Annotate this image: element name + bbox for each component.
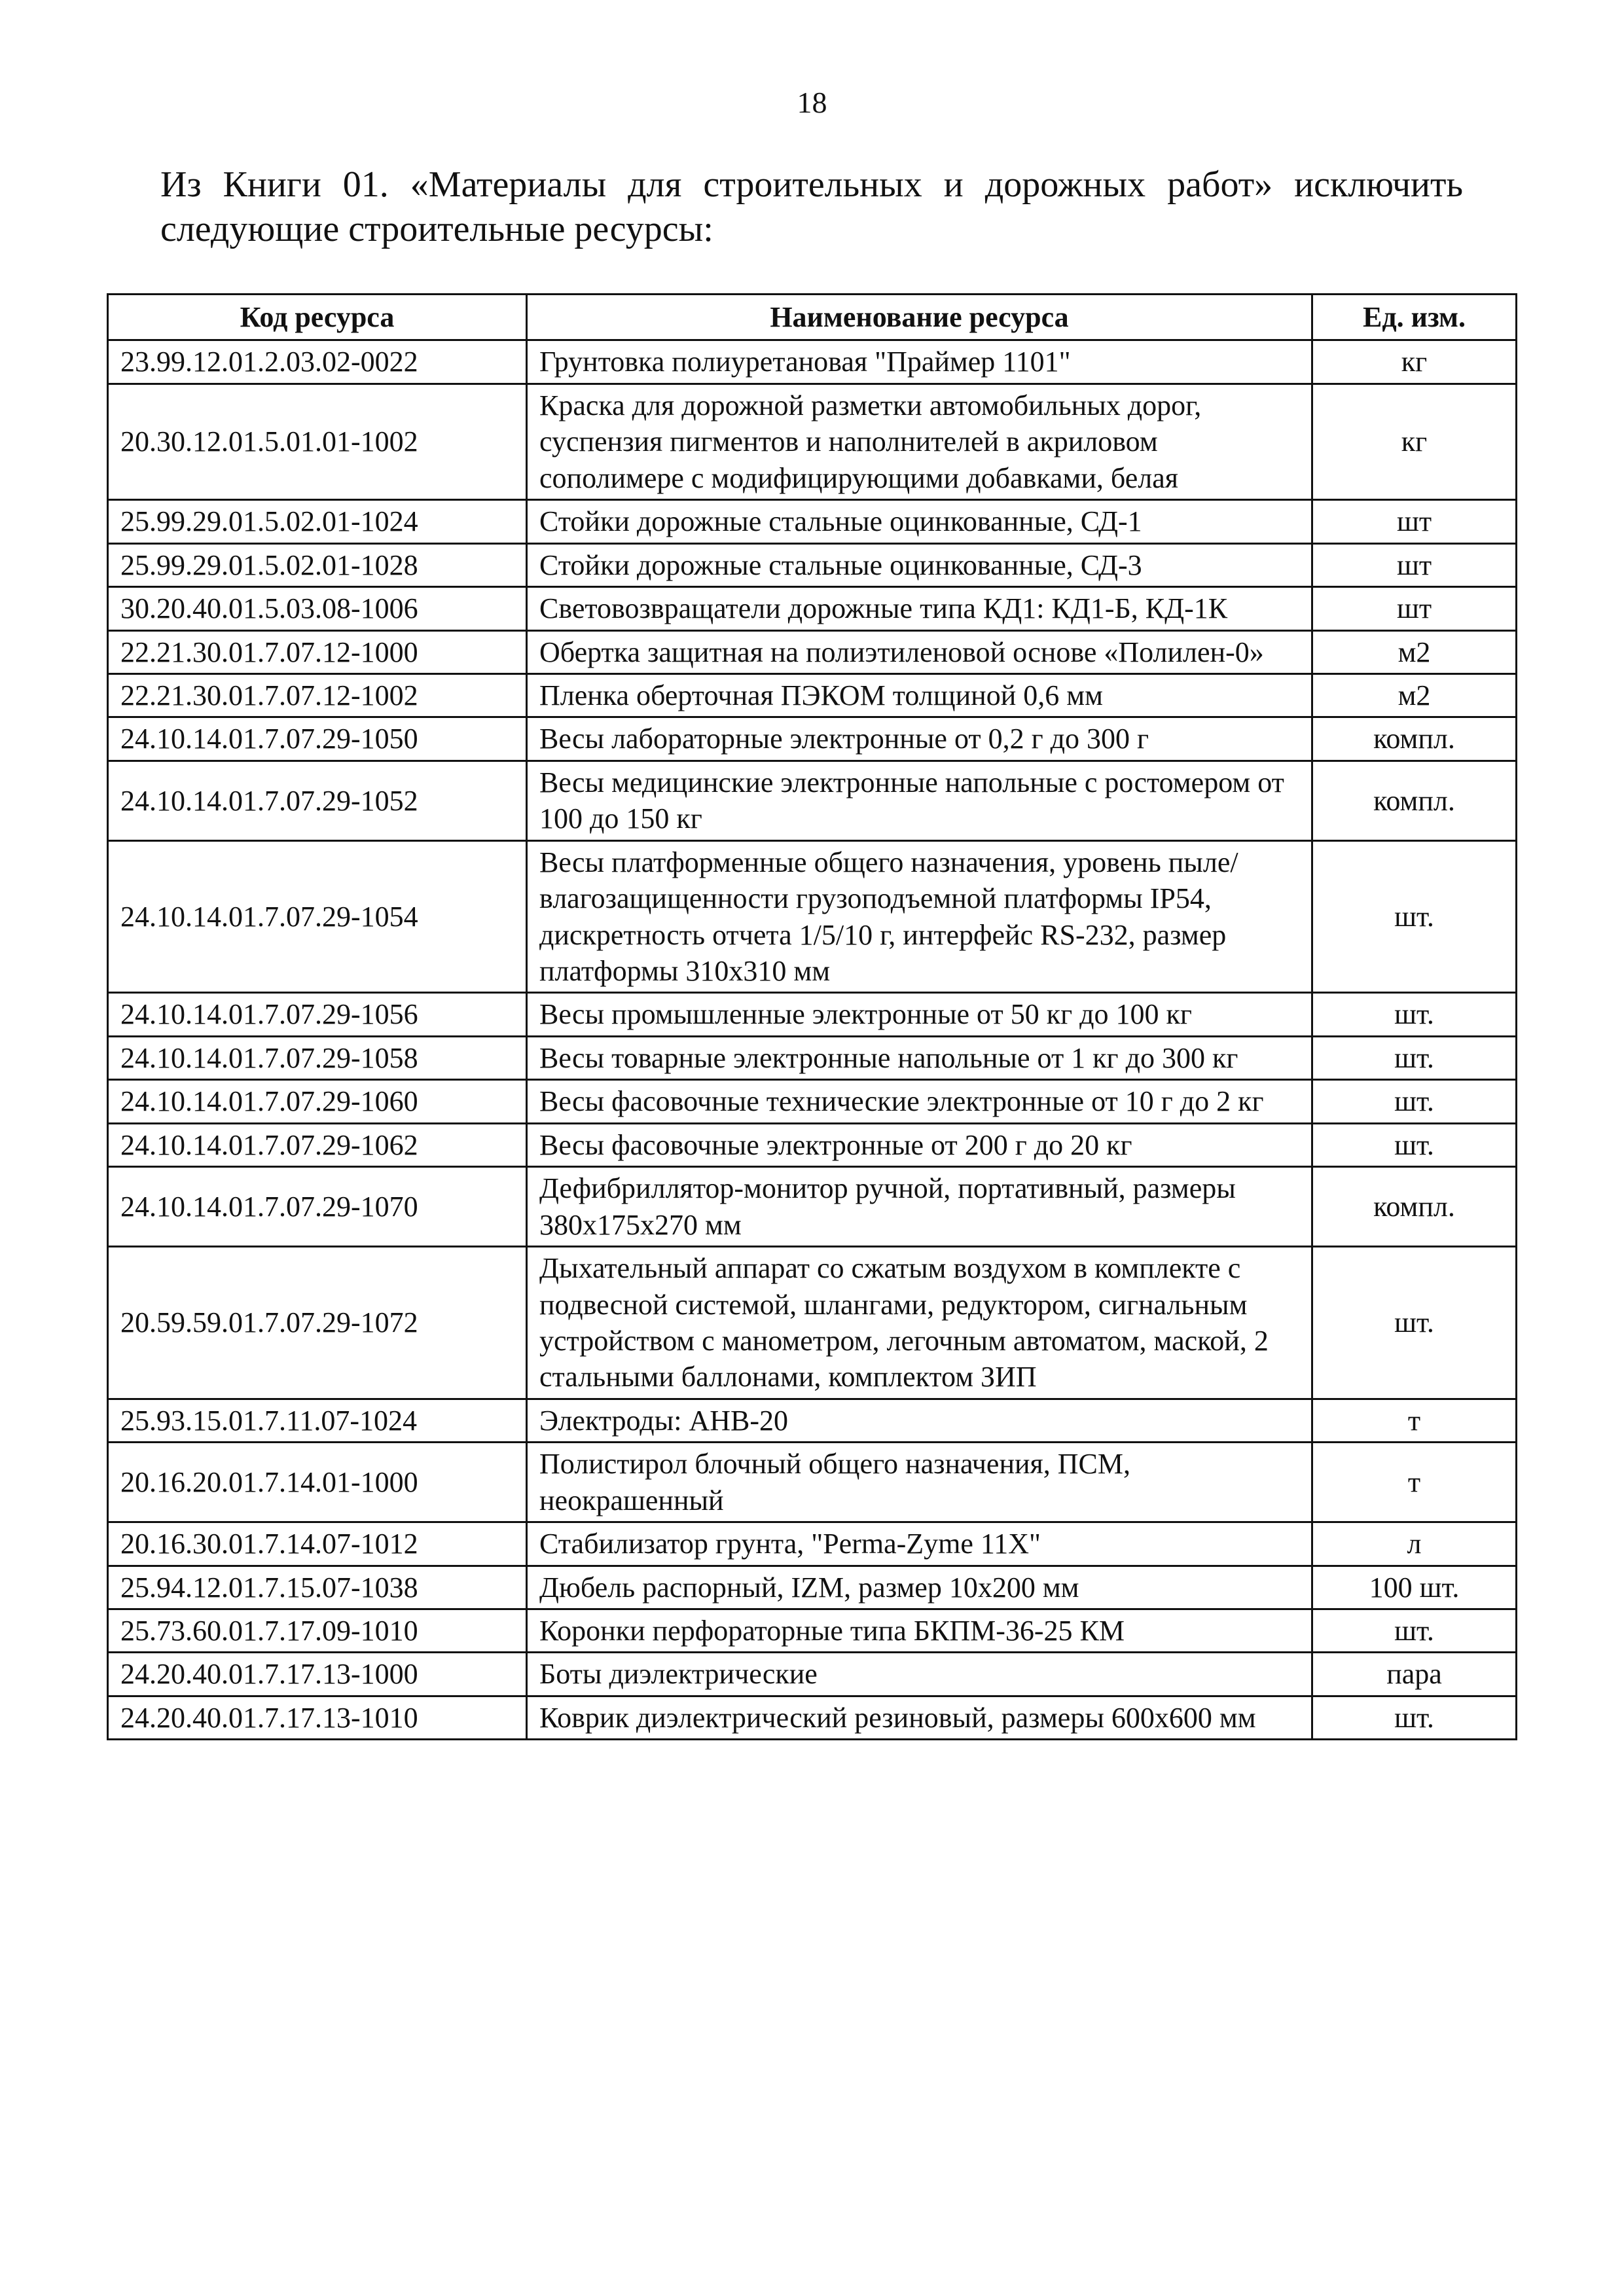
resource-unit-cell: шт. bbox=[1312, 1036, 1517, 1079]
resource-name-cell: Весы медицинские электронные напольные с ростомером от 100 до 150 кг bbox=[527, 761, 1312, 840]
table-row bbox=[108, 1443, 1517, 1522]
table-row bbox=[108, 1696, 1517, 1739]
resource-code-cell: 24.10.14.01.7.07.29-1070 bbox=[108, 1167, 527, 1247]
resource-code-cell: 20.59.59.01.7.07.29-1072 bbox=[108, 1247, 527, 1399]
table-row bbox=[108, 1609, 1517, 1653]
resource-name-cell: Электроды: АНВ-20 bbox=[527, 1399, 1312, 1442]
resource-name-cell: Стойки дорожные стальные оцинкованные, СД-1 bbox=[527, 500, 1312, 543]
resource-code-cell: 20.30.12.01.5.01.01-1002 bbox=[108, 384, 527, 499]
table-row bbox=[108, 543, 1517, 586]
resource-unit-cell: шт bbox=[1312, 587, 1517, 630]
resource-unit-cell: шт. bbox=[1312, 993, 1517, 1036]
resource-unit-cell: шт. bbox=[1312, 1696, 1517, 1739]
table-row bbox=[108, 1123, 1517, 1166]
resource-code-cell: 24.10.14.01.7.07.29-1052 bbox=[108, 761, 527, 840]
resource-name-cell: Стойки дорожные стальные оцинкованные, СД-3 bbox=[527, 543, 1312, 586]
table-row bbox=[108, 1247, 1517, 1399]
resource-name-cell: Дыхательный аппарат со сжатым воздухом в комплекте с подвесной системой, шлангами, редуктором, сигнальным устройством с манометром, легочным автоматом, маской, 2 стальными баллонами, комплектом ЗИП bbox=[527, 1247, 1312, 1399]
resource-unit-cell: компл. bbox=[1312, 761, 1517, 840]
resource-code-cell: 24.10.14.01.7.07.29-1058 bbox=[108, 1036, 527, 1079]
resource-unit-cell: шт. bbox=[1312, 1609, 1517, 1653]
resource-unit-cell: пара bbox=[1312, 1653, 1517, 1696]
resource-unit-cell: шт bbox=[1312, 500, 1517, 543]
resource-name-cell: Дюбель распорный, IZM, размер 10х200 мм bbox=[527, 1566, 1312, 1609]
resource-unit-cell: шт bbox=[1312, 543, 1517, 586]
table-row bbox=[108, 1566, 1517, 1609]
resource-name-cell: Стабилизатор грунта, "Perma-Zyme 11X" bbox=[527, 1522, 1312, 1566]
table-row bbox=[108, 340, 1517, 384]
resource-name-cell: Дефибриллятор-монитор ручной, портативный, размеры 380х175х270 мм bbox=[527, 1167, 1312, 1247]
resource-unit-cell: кг bbox=[1312, 340, 1517, 384]
table-row bbox=[108, 1399, 1517, 1442]
resource-code-cell: 24.20.40.01.7.17.13-1000 bbox=[108, 1653, 527, 1696]
table-row bbox=[108, 630, 1517, 673]
resource-code-cell: 25.93.15.01.7.11.07-1024 bbox=[108, 1399, 527, 1442]
header-code: Код ресурса bbox=[108, 295, 527, 340]
resource-name-cell: Краска для дорожной разметки автомобильных дорог, суспензия пигментов и наполнителей в акриловом сополимере с модифицирующими добавками, белая bbox=[527, 384, 1312, 499]
resource-unit-cell: м2 bbox=[1312, 630, 1517, 673]
table-header-row bbox=[108, 295, 1517, 340]
table-row bbox=[108, 384, 1517, 499]
intro-paragraph: Из Книги 01. «Материалы для строительных и дорожных работ» исключить следующие строительные ресурсы: bbox=[160, 164, 1463, 250]
resource-name-cell: Весы лабораторные электронные от 0,2 г до 300 г bbox=[527, 717, 1312, 761]
resource-unit-cell: т bbox=[1312, 1399, 1517, 1442]
resource-name-cell: Весы фасовочные электронные от 200 г до 20 кг bbox=[527, 1123, 1312, 1166]
table-row bbox=[108, 500, 1517, 543]
header-unit: Ед. изм. bbox=[1312, 295, 1517, 340]
resource-unit-cell: шт. bbox=[1312, 840, 1517, 993]
table-row bbox=[108, 1167, 1517, 1247]
resource-unit-cell: л bbox=[1312, 1522, 1517, 1566]
resource-name-cell: Коронки перфораторные типа БКПМ-36-25 КМ bbox=[527, 1609, 1312, 1653]
resource-unit-cell: м2 bbox=[1312, 673, 1517, 717]
resource-unit-cell: шт. bbox=[1312, 1247, 1517, 1399]
resource-unit-cell: шт. bbox=[1312, 1080, 1517, 1123]
resource-name-cell: Весы фасовочные технические электронные от 10 г до 2 кг bbox=[527, 1080, 1312, 1123]
table-row bbox=[108, 717, 1517, 761]
resource-unit-cell: шт. bbox=[1312, 1123, 1517, 1166]
resource-code-cell: 25.73.60.01.7.17.09-1010 bbox=[108, 1609, 527, 1653]
resource-code-cell: 25.94.12.01.7.15.07-1038 bbox=[108, 1566, 527, 1609]
resource-code-cell: 30.20.40.01.5.03.08-1006 bbox=[108, 587, 527, 630]
resource-name-cell: Грунтовка полиуретановая "Праймер 1101" bbox=[527, 340, 1312, 384]
resource-name-cell: Обертка защитная на полиэтиленовой основе «Полилен-0» bbox=[527, 630, 1312, 673]
resource-code-cell: 24.10.14.01.7.07.29-1050 bbox=[108, 717, 527, 761]
table-row bbox=[108, 1522, 1517, 1566]
resource-code-cell: 24.10.14.01.7.07.29-1056 bbox=[108, 993, 527, 1036]
table-row bbox=[108, 993, 1517, 1036]
resources-table bbox=[107, 293, 1517, 1740]
resource-name-cell: Весы платформенные общего назначения, уровень пыле/влагозащищенности грузоподъемной платформы IP54, дискретность отчета 1/5/10 г, интерфейс RS-232, размер платформы 310х310 мм bbox=[527, 840, 1312, 993]
table-row bbox=[108, 840, 1517, 993]
resource-code-cell: 24.10.14.01.7.07.29-1060 bbox=[108, 1080, 527, 1123]
page-number: 18 bbox=[797, 86, 827, 119]
resource-code-cell: 24.10.14.01.7.07.29-1062 bbox=[108, 1123, 527, 1166]
resource-code-cell: 22.21.30.01.7.07.12-1000 bbox=[108, 630, 527, 673]
resource-name-cell: Весы промышленные электронные от 50 кг до 100 кг bbox=[527, 993, 1312, 1036]
resource-code-cell: 20.16.20.01.7.14.01-1000 bbox=[108, 1443, 527, 1522]
resource-code-cell: 20.16.30.01.7.14.07-1012 bbox=[108, 1522, 527, 1566]
resource-code-cell: 25.99.29.01.5.02.01-1028 bbox=[108, 543, 527, 586]
resource-name-cell: Пленка оберточная ПЭКОМ толщиной 0,6 мм bbox=[527, 673, 1312, 717]
table-body bbox=[108, 340, 1517, 1740]
resource-code-cell: 24.10.14.01.7.07.29-1054 bbox=[108, 840, 527, 993]
resource-code-cell: 25.99.29.01.5.02.01-1024 bbox=[108, 500, 527, 543]
table-row bbox=[108, 1036, 1517, 1079]
resource-code-cell: 24.20.40.01.7.17.13-1010 bbox=[108, 1696, 527, 1739]
table-row bbox=[108, 761, 1517, 840]
resource-name-cell: Боты диэлектрические bbox=[527, 1653, 1312, 1696]
resource-name-cell: Световозвращатели дорожные типа КД1: КД1-Б, КД-1К bbox=[527, 587, 1312, 630]
resource-name-cell: Полистирол блочный общего назначения, ПСМ, неокрашенный bbox=[527, 1443, 1312, 1522]
resource-unit-cell: т bbox=[1312, 1443, 1517, 1522]
resource-code-cell: 22.21.30.01.7.07.12-1002 bbox=[108, 673, 527, 717]
resource-name-cell: Весы товарные электронные напольные от 1 кг до 300 кг bbox=[527, 1036, 1312, 1079]
header-name: Наименование ресурса bbox=[527, 295, 1312, 340]
resource-unit-cell: 100 шт. bbox=[1312, 1566, 1517, 1609]
resource-unit-cell: компл. bbox=[1312, 717, 1517, 761]
resource-code-cell: 23.99.12.01.2.03.02-0022 bbox=[108, 340, 527, 384]
table-row bbox=[108, 587, 1517, 630]
resource-name-cell: Коврик диэлектрический резиновый, размеры 600х600 мм bbox=[527, 1696, 1312, 1739]
resource-unit-cell: компл. bbox=[1312, 1167, 1517, 1247]
resource-unit-cell: кг bbox=[1312, 384, 1517, 499]
table-row bbox=[108, 1080, 1517, 1123]
table-row bbox=[108, 1653, 1517, 1696]
table-row bbox=[108, 673, 1517, 717]
